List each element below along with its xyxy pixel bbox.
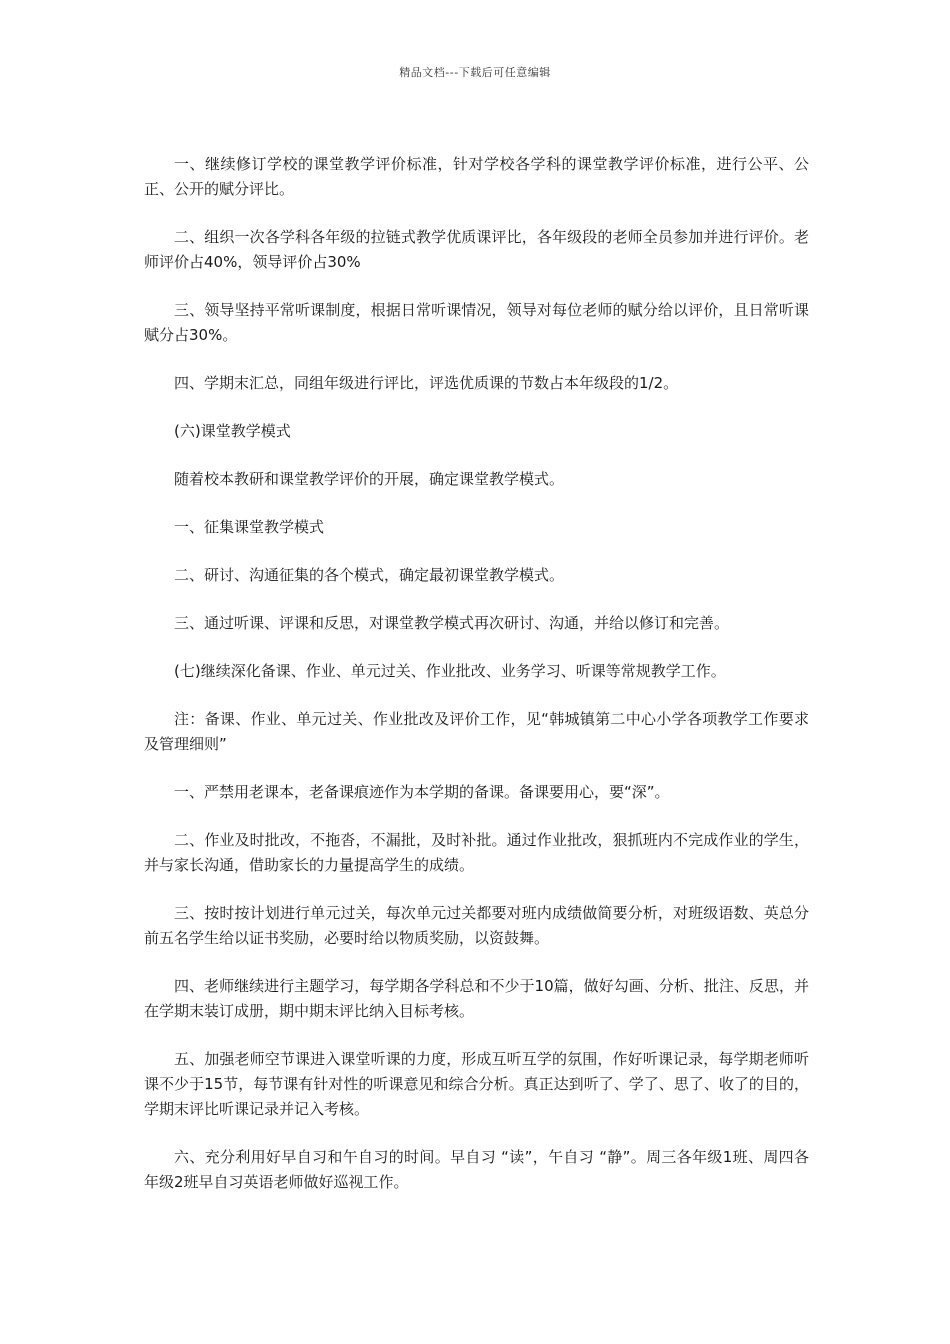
paragraph: 三、领导坚持平常听课制度，根据日常听课情况，领导对每位老师的赋分给以评价，且日常听课赋分占30%。 [144, 301, 809, 344]
paragraph: 一、严禁用老课本，老备课痕迹作为本学期的备课。备课要用心，要“深”。 [174, 783, 670, 801]
document-body [144, 152, 809, 1218]
paragraph: 一、征集课堂教学模式 [174, 518, 325, 536]
paragraph: 四、老师继续进行主题学习，每学期各学科总和不少于10篇，做好勾画、分析、批注、反思，并在学期末装订成册，期中期末评比纳入目标考核。 [144, 977, 809, 1020]
paragraph: 三、按时按计划进行单元过关，每次单元过关都要对班内成绩做简要分析，对班级语数、英总分前五名学生给以证书奖励，必要时给以物质奖励，以资鼓舞。 [144, 904, 809, 947]
paragraph: 五、加强老师空节课进入课堂听课的力度，形成互听互学的氛围，作好听课记录，每学期老师听课不少于15节，每节课有针对性的听课意见和综合分析。真正达到听了、学了、思了、收了的目的，学期末评比听课记录并记入考核。 [144, 1050, 809, 1118]
paragraph: 随着校本教研和课堂教学评价的开展，确定课堂教学模式。 [174, 470, 565, 488]
paragraph: 一、继续修订学校的课堂教学评价标准，针对学校各学科的课堂教学评价标准，进行公平、公正、公开的赋分评比。 [144, 155, 809, 198]
paragraph: 二、作业及时批改，不拖沓，不漏批，及时补批。通过作业批改，狠抓班内不完成作业的学生，并与家长沟通，借助家长的力量提高学生的成绩。 [144, 831, 809, 874]
paragraph: 六、充分利用好早自习和午自习的时间。早自习 “读”，午自习 “静”。周三各年级1班、周四各年级2班早自习英语老师做好巡视工作。 [144, 1148, 809, 1191]
section-heading: (六)课堂教学模式 [174, 422, 291, 440]
paragraph: 二、研讨、沟通征集的各个模式，确定最初课堂教学模式。 [174, 566, 565, 584]
note-paragraph: 注：备课、作业、单元过关、作业批改及评价工作，见“韩城镇第二中心小学各项教学工作要求及管理细则” [144, 710, 809, 753]
page-header: 精品文档---下载后可任意编辑 [399, 66, 551, 79]
paragraph: 三、通过听课、评课和反思，对课堂教学模式再次研讨、沟通，并给以修订和完善。 [174, 614, 730, 632]
paragraph: 二、组织一次各学科各年级的拉链式教学优质课评比，各年级段的老师全员参加并进行评价。老师评价占40%，领导评价占30% [144, 228, 809, 271]
paragraph: 四、学期末汇总，同组年级进行评比，评选优质课的节数占本年级段的1/2。 [174, 374, 679, 392]
section-heading: (七)继续深化备课、作业、单元过关、作业批改、业务学习、听课等常规教学工作。 [174, 662, 726, 680]
